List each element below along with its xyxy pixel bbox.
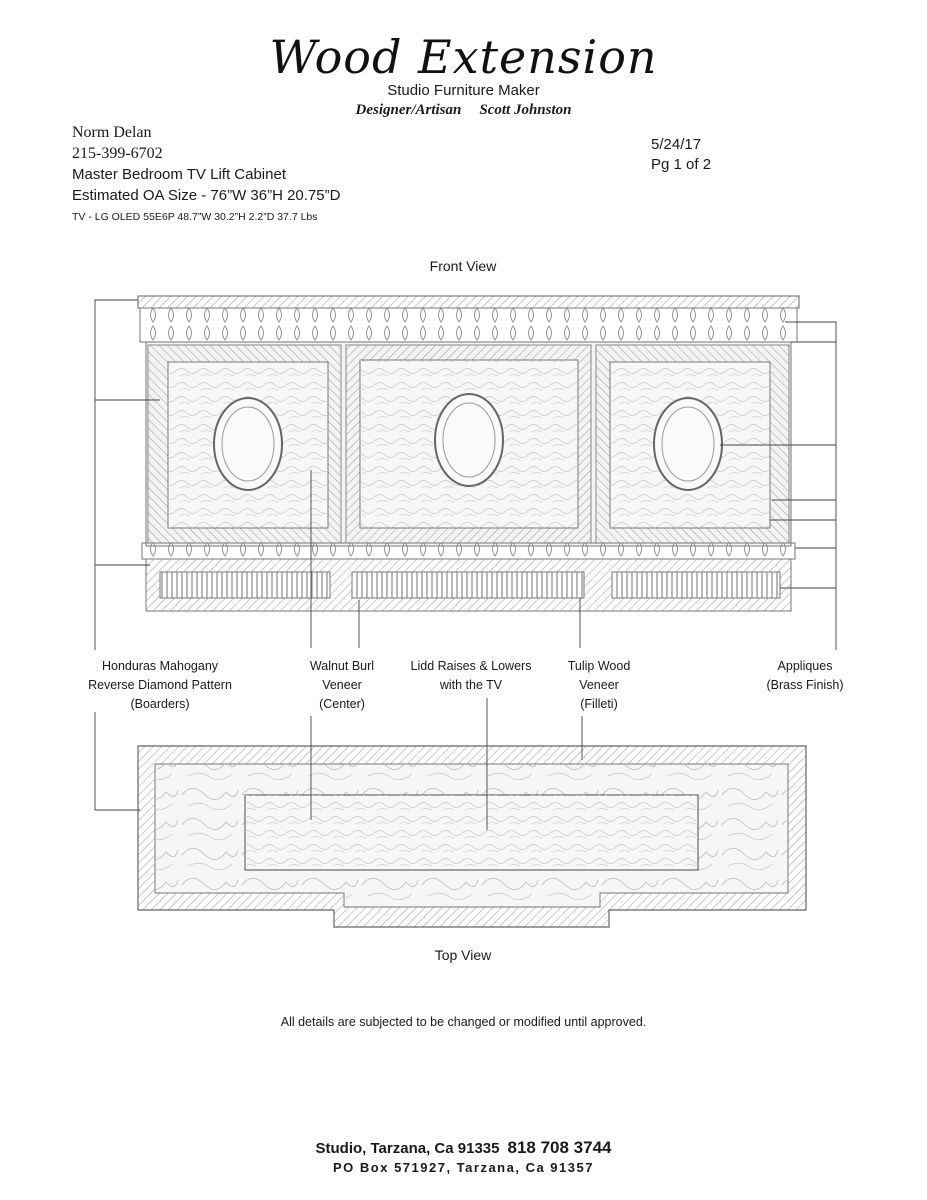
footer-po-box: PO Box 571927, Tarzana, Ca 91357 <box>333 1160 594 1175</box>
page-number: Pg 1 of 2 <box>651 156 712 173</box>
label-lid-raises: Lidd Raises & Lowers with the TV <box>410 659 532 692</box>
label-walnut-burl: Walnut Burl Veneer (Center) <box>309 659 375 711</box>
footer-address: Studio, Tarzana, Ca 91335 <box>315 1140 500 1157</box>
client-name: Norm Delan <box>72 124 152 141</box>
company-logo: Wood Extension <box>269 30 658 84</box>
footer-address-line <box>0 1138 927 1158</box>
designer-name: Scott Johnston <box>479 102 572 118</box>
front-view-drawing <box>138 296 799 611</box>
client-phone: 215-399-6702 <box>72 145 163 162</box>
drawing-date: 5/24/17 <box>651 136 702 153</box>
top-view-drawing <box>138 746 806 927</box>
disclaimer: All details are subjected to be changed or modified until approved. <box>280 1015 647 1029</box>
top-view-caption: Top View <box>434 947 492 963</box>
label-appliques: Appliques (Brass Finish) <box>766 659 844 692</box>
label-honduras-mahogany: Honduras Mahogany Reverse Diamond Pattern (Boarders) <box>88 659 232 711</box>
project-size: Estimated OA Size - 76”W 36”H 20.75”D <box>72 187 341 204</box>
tv-spec: TV - LG OLED 55E6P 48.7”W 30.2”H 2.2”D 37.7 Lbs <box>72 211 318 223</box>
label-tulip-wood: Tulip Wood Veneer (Filleti) <box>567 659 631 711</box>
designer-role: Designer/Artisan <box>355 102 462 118</box>
footer-phone: 818 708 3744 <box>507 1138 612 1157</box>
company-subtitle: Studio Furniture Maker <box>387 82 540 99</box>
project-title: Master Bedroom TV Lift Cabinet <box>72 166 286 183</box>
front-view-caption: Front View <box>429 258 497 274</box>
